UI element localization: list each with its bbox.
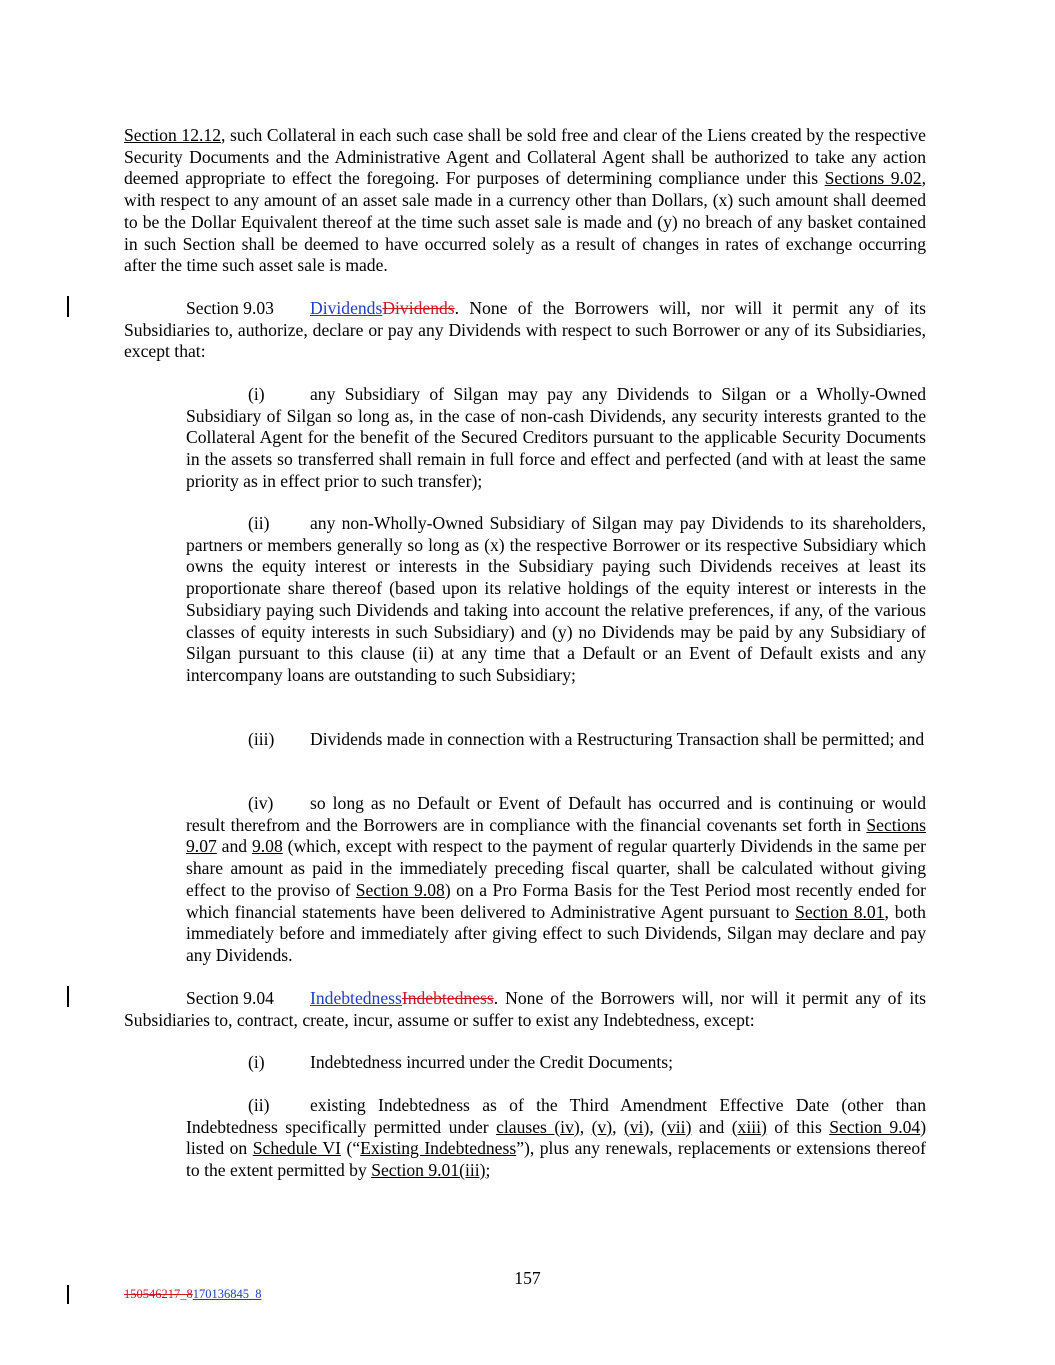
change-bar (67, 986, 69, 1007)
inserted-title: Dividends (310, 298, 383, 318)
document-id (124, 1287, 262, 1302)
section-ref: Sections 9.02 (824, 168, 922, 189)
intro-paragraph: Section 12.12, such Collateral in each such case shall be sold free and clear of the Liens created by the respective Security Documents and the Administrative Agent and Collateral Agent shall be authorized to take any action deemed appropriate to effect the foregoing. For purposes of determining compliance under this Sections 9.02, with respect to any amount of an asset sale made in a currency other than Dollars, (x) such amount shall deemed to be the Dollar Equivalent thereof at the time such asset sale is made and (y) no breach of any basket contained in such Section shall be deemed to have occurred solely as a result of changes in rates of exchange occurring after the time such asset sale is made. (124, 125, 926, 276)
section-9-04-paragraph: Section 9.04 IndebtednessIndebtedness. None of the Borrowers will, nor will it permit any of its Subsidiaries to, contract, create, incur, assume or suffer to exist any Indebtedness, except: (124, 988, 926, 1030)
change-bar (67, 296, 69, 317)
clause-9-04-ii: (ii) existing Indebtedness as of the Third Amendment Effective Date (other than Indebtedness specifically permitted under clauses (iv), (v), (vi), (vii) and (xiii) of this Section 9.04) listed on Schedule VI (“Existing Indebtedness”), plus any renewals, replacements or extensions thereof to the extent permitted by Section 9.01(iii); (186, 1095, 927, 1181)
clause-9-03-iv: (iv) so long as no Default or Event of Default has occurred and is continuing or would result therefrom and the Borrowers are in compliance with the financial covenants set forth in Sections 9.07 and 9.08 (which, except with respect to the payment of regular quarterly Dividends in the same per share amount as paid in the immediately preceding fiscal quarter, shall be calculated without giving effect to the proviso of Section 9.08) on a Pro Forma Basis for the Test Period most recently ended for which financial statements have been delivered to Administrative Agent pursuant to Section 8.01, both immediately before and immediately after giving effect to such Dividends, Silgan may declare and pay any Dividends. (186, 793, 926, 965)
section-ref: 9.08 (251, 836, 283, 857)
inserted-doc-id: 170136845_8 (192, 1287, 262, 1301)
section-ref: Section 9.08 (355, 879, 445, 900)
section-ref: Sections 9.07 (186, 814, 926, 857)
change-bar (67, 1285, 69, 1304)
clause-9-03-iii: (iii) Dividends made in connection with a Restructuring Transaction shall be permitted; and (248, 729, 925, 749)
section-9-03-paragraph: Section 9.03 DividendsDividends. None of the Borrowers will, nor will it permit any of its Subsidiaries to, authorize, declare or pay any Dividends with respect to such Borrower or any of its Subsidiaries, except that: (124, 298, 926, 362)
section-number: Section 9.04 (186, 988, 274, 1008)
clause-9-04-i: (i) Indebtedness incurred under the Credit Documents; (248, 1052, 674, 1072)
deleted-title: Dividends (382, 298, 455, 318)
page-number: 157 (514, 1268, 541, 1288)
deleted-title: Indebtedness (401, 988, 494, 1008)
clause-9-03-ii: (ii) any non-Wholly-Owned Subsidiary of Silgan may pay Dividends to its shareholders, partners or members generally so long as (x) the respective Borrower or its respective Subsidiary which owns the equity interest or interests in the Subsidiary paying such Dividends receives at least its proportionate share thereof (based upon its relative holdings of the equity interest or interests in the Subsidiary paying such Dividends and taking into account the relative preferences, if any, of the various classes of equity interests in such Subsidiary) and (y) no Dividends may be paid by any Subsidiary of Silgan pursuant to this clause (ii) at any time that a Default or an Event of Default exists and any intercompany loans are outstanding to such Subsidiary; (186, 513, 926, 685)
deleted-doc-id: 150546217_8 (124, 1287, 193, 1301)
section-number: Section 9.03 (186, 298, 274, 318)
section-ref: Section 12.12 (124, 125, 221, 145)
section-ref: Section 8.01 (795, 901, 885, 922)
clause-9-03-i: (i) any Subsidiary of Silgan may pay any Dividends to Silgan or a Wholly-Owned Subsidiary of Silgan so long as, in the case of non-cash Dividends, any security interests granted to the Collateral Agent for the benefit of the Secured Creditors pursuant to the applicable Security Documents in the assets so transferred shall remain in full force and effect and perfected (and with at least the same priority as in effect prior to such transfer); (186, 384, 926, 491)
inserted-title: Indebtedness (310, 988, 402, 1008)
